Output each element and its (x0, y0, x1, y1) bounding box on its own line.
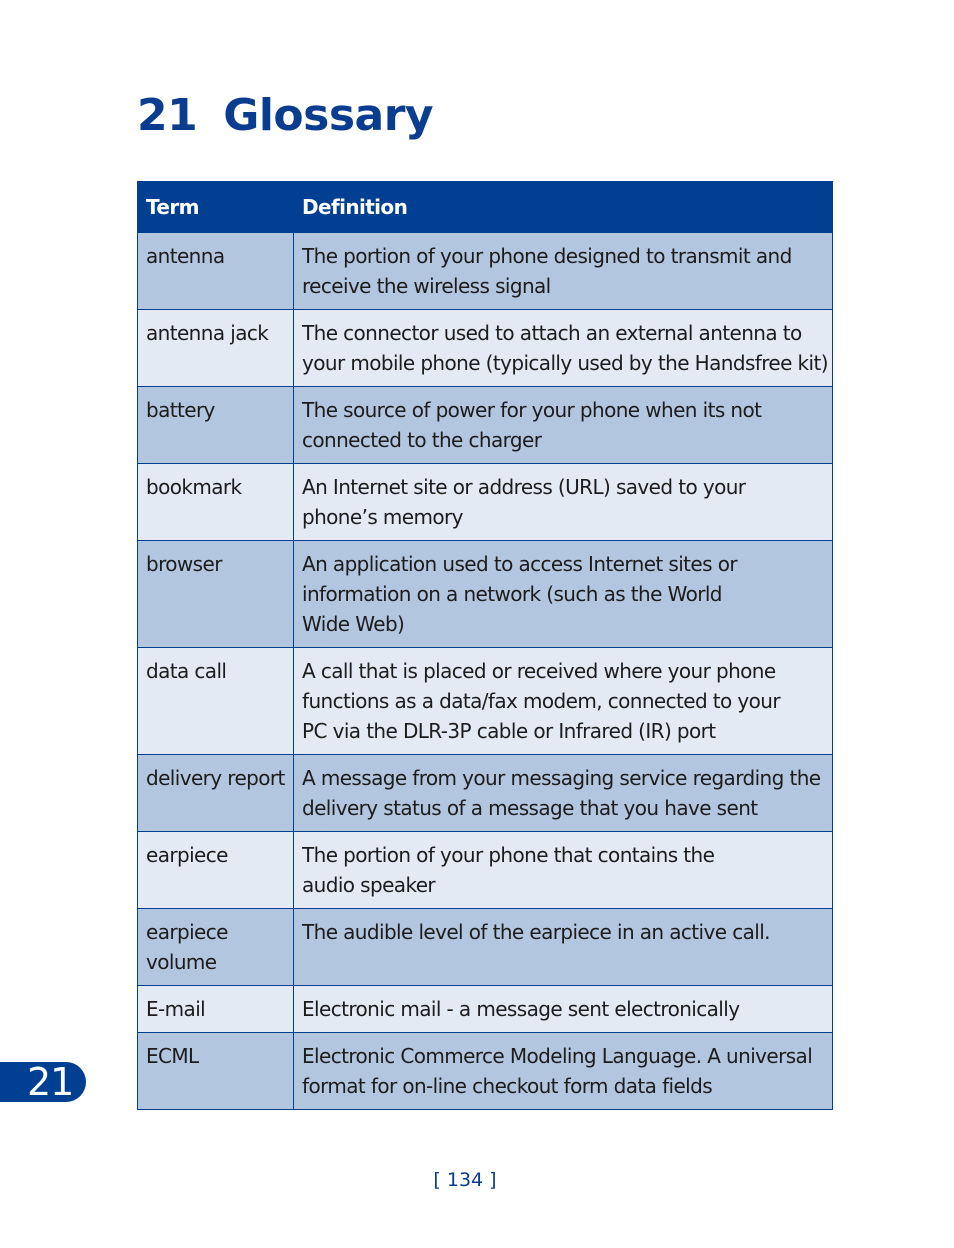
term-cell: antenna jack (138, 310, 294, 387)
definition-line: Wide Web) (302, 612, 405, 636)
chapter-side-tab (0, 1062, 86, 1102)
table-row (138, 909, 833, 986)
definition-cell (294, 387, 833, 464)
table-row (138, 310, 833, 387)
header-term: Term (138, 182, 294, 233)
term-cell: data call (138, 648, 294, 755)
definition-line: A call that is placed or received where your phone (302, 659, 776, 683)
term-cell: battery (138, 387, 294, 464)
definition-line: audio speaker (302, 873, 436, 897)
header-definition: Definition (294, 182, 833, 233)
table-row (138, 541, 833, 648)
definition-cell (294, 755, 833, 832)
definition-cell (294, 832, 833, 909)
table-row (138, 464, 833, 541)
definition-cell (294, 648, 833, 755)
definition-line: The audible level of the earpiece in an active call. (302, 920, 770, 944)
definition-line: The portion of your phone designed to transmit and (302, 244, 792, 268)
definition-cell (294, 464, 833, 541)
definition-line: A message from your messaging service regarding the (302, 766, 821, 790)
table-row (138, 387, 833, 464)
table-row (138, 233, 833, 310)
term-cell: earpiece (138, 832, 294, 909)
term-cell: antenna (138, 233, 294, 310)
definition-line: delivery status of a message that you have sent (302, 796, 758, 820)
definition-line: An Internet site or address (URL) saved to your (302, 475, 746, 499)
definition-line: Electronic mail - a message sent electronically (302, 997, 740, 1021)
term-line: volume (146, 950, 217, 974)
table-row (138, 755, 833, 832)
definition-line: connected to the charger (302, 428, 542, 452)
definition-line: information on a network (such as the World (302, 582, 722, 606)
definition-line: Electronic Commerce Modeling Language. A universal (302, 1044, 813, 1068)
definition-cell (294, 310, 833, 387)
definition-line: format for on-line checkout form data fields (302, 1074, 713, 1098)
term-cell: browser (138, 541, 294, 648)
table-row (138, 832, 833, 909)
definition-line: An application used to access Internet sites or (302, 552, 737, 576)
term-line: earpiece (146, 920, 228, 944)
definition-line: The connector used to attach an external antenna to (302, 321, 802, 345)
definition-line: The source of power for your phone when its not (302, 398, 762, 422)
chapter-side-tab-number: 21 (27, 1060, 74, 1104)
definition-line: functions as a data/fax modem, connected to your (302, 689, 781, 713)
term-cell: bookmark (138, 464, 294, 541)
term-cell: E-mail (138, 986, 294, 1033)
glossary-table (137, 181, 833, 1110)
chapter-name: Glossary (223, 90, 434, 141)
page-number: [ 134 ] (433, 1169, 497, 1191)
chapter-title (137, 88, 433, 144)
definition-cell (294, 233, 833, 310)
definition-line: PC via the DLR-3P cable or Infrared (IR) port (302, 719, 716, 743)
table-row (138, 648, 833, 755)
definition-cell (294, 986, 833, 1033)
definition-line: The portion of your phone that contains the (302, 843, 715, 867)
chapter-number: 21 (137, 90, 198, 141)
term-cell: delivery report (138, 755, 294, 832)
term-cell: ECML (138, 1033, 294, 1110)
table-row (138, 986, 833, 1033)
definition-cell (294, 1033, 833, 1110)
definition-line: receive the wireless signal (302, 274, 551, 298)
definition-line: phone’s memory (302, 505, 463, 529)
definition-cell (294, 909, 833, 986)
definition-cell (294, 541, 833, 648)
definition-line: your mobile phone (typically used by the Handsfree kit) (302, 351, 828, 375)
table-row (138, 1033, 833, 1110)
table-header-row (138, 182, 833, 233)
term-cell (138, 909, 294, 986)
